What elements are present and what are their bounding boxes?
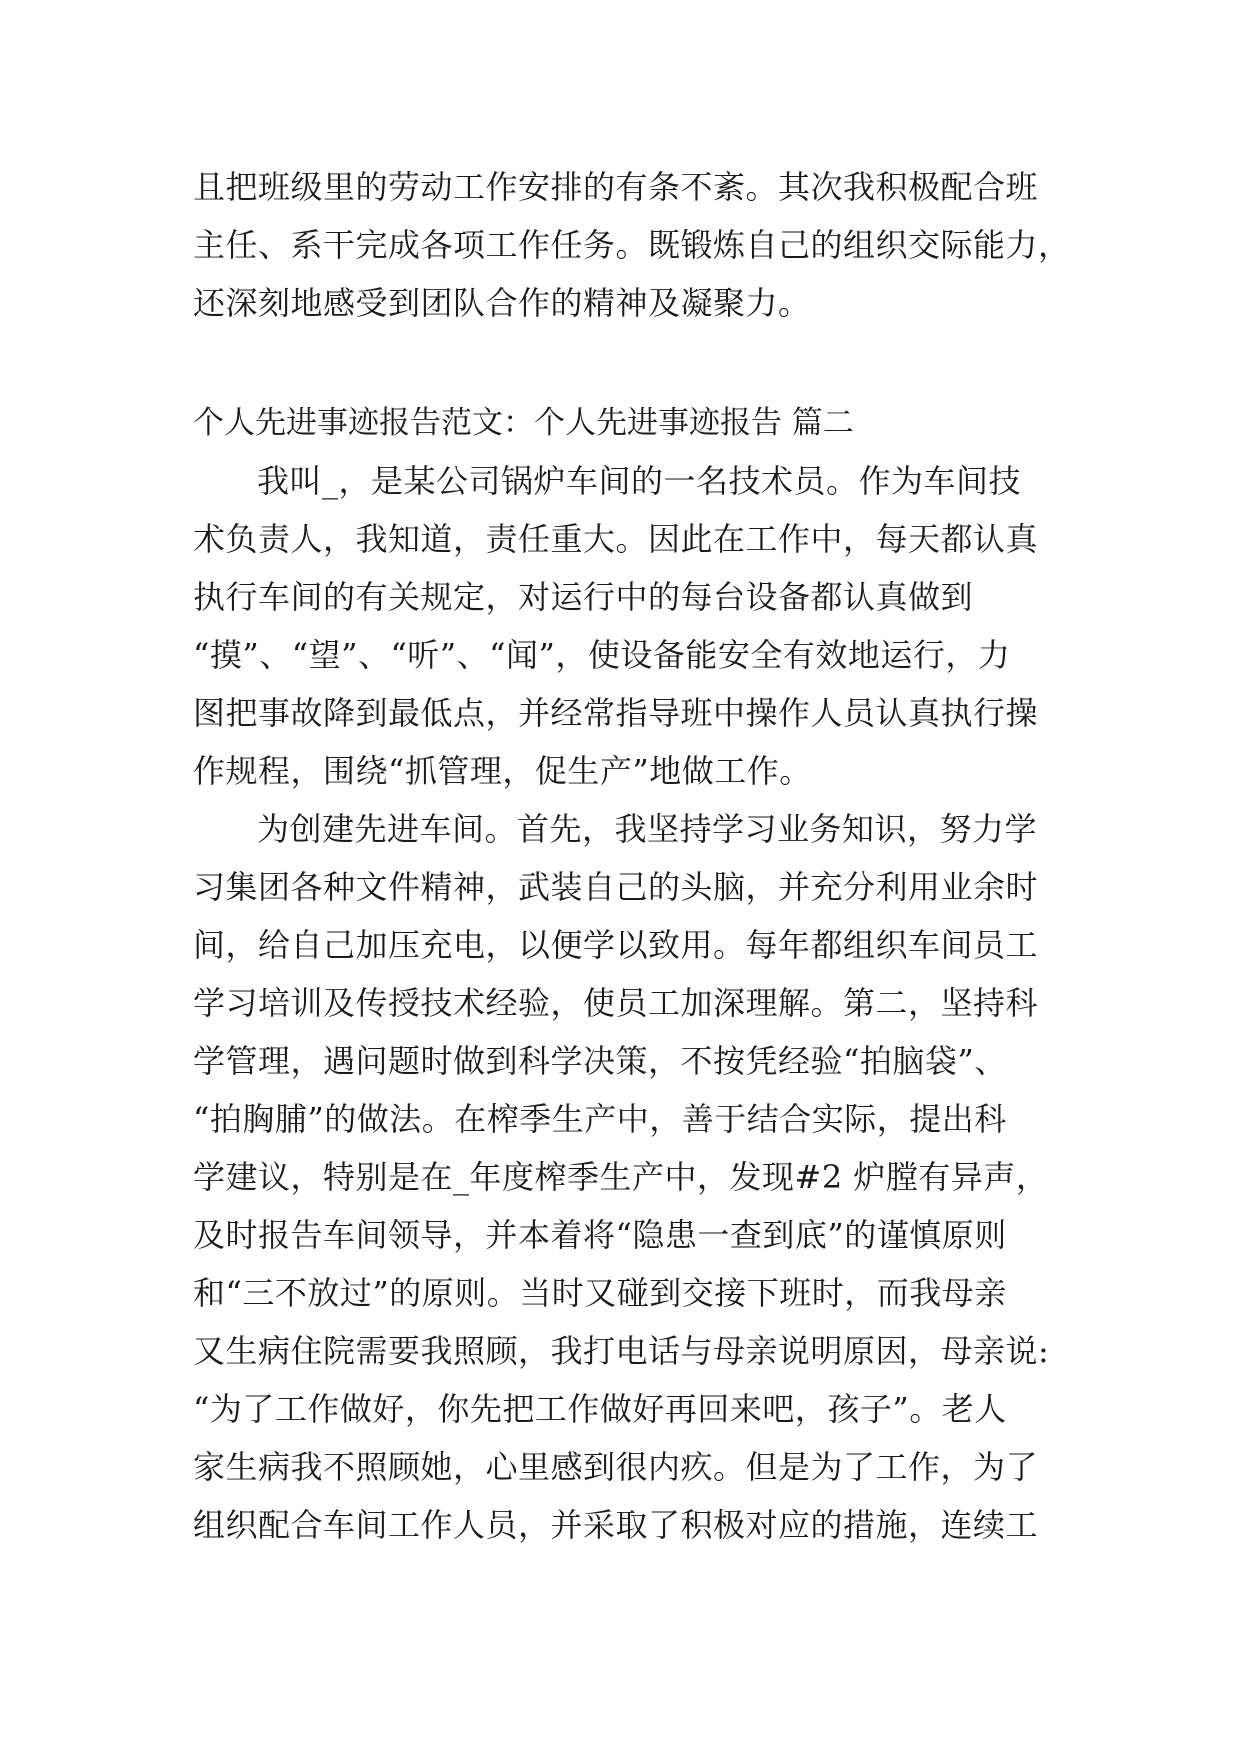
text-line: 习集团各种文件精神，武装自己的头脑，并充分利用业余时	[193, 868, 1039, 906]
text-line: 家生病我不照顾她，心里感到很内疚。但是为了工作，为了	[193, 1448, 1039, 1486]
text-line: 作规程，围绕“抓管理，促生产”地做工作。	[193, 752, 812, 790]
text-line: 图把事故降到最低点，并经常指导班中操作人员认真执行操	[193, 694, 1039, 732]
text-line: 学建议，特别是在_年度榨季生产中，发现#2 炉膛有异声，	[193, 1158, 1049, 1196]
text-line: 且把班级里的劳动工作安排的有条不紊。其次我积极配合班	[193, 168, 1039, 206]
text-line: 间，给自己加压充电，以便学以致用。每年都组织车间员工	[193, 926, 1039, 964]
text-line: 术负责人，我知道，责任重大。因此在工作中，每天都认真	[193, 520, 1039, 558]
text-line: 组织配合车间工作人员，并采取了积极对应的措施，连续工	[193, 1506, 1039, 1544]
text-line: 主任、系干完成各项工作任务。既锻炼自己的组织交际能力，	[193, 226, 1071, 264]
text-line: 和“三不放过”的原则。当时又碰到交接下班时，而我母亲	[193, 1274, 1007, 1312]
text-line: 学管理，遇问题时做到科学决策，不按凭经验“拍脑袋”、	[193, 1042, 1007, 1080]
paragraph-gap	[193, 332, 1053, 394]
text-line: 学习培训及传授技术经验，使员工加深理解。第二，坚持科	[193, 984, 1039, 1022]
text-line: 还深刻地感受到团队合作的精神及凝聚力。	[193, 284, 811, 322]
text-line: 为创建先进车间。首先，我坚持学习业务知识，努力学	[257, 810, 1038, 848]
document-page	[193, 158, 1071, 1554]
text-line: 执行车间的有关规定，对运行中的每台设备都认真做到	[193, 578, 974, 616]
text-line: 又生病住院需要我照顾，我打电话与母亲说明原因，母亲说:	[193, 1332, 1050, 1370]
text-line: “摸”、“望”、“听”、“闻”，使设备能安全有效地运行，力	[193, 636, 1011, 674]
intro-paragraph	[193, 158, 1071, 332]
paragraph-2	[193, 800, 1053, 1554]
text-line: “为了工作做好，你先把工作做好再回来吧，孩子”。老人	[193, 1390, 1007, 1428]
paragraph-1	[193, 452, 1053, 800]
text-line: “拍胸脯”的做法。在榨季生产中，善于结合实际，提出科	[193, 1100, 1007, 1138]
section-heading: 个人先进事迹报告范文：个人先进事迹报告 篇二	[193, 405, 854, 441]
text-line: 及时报告车间领导，并本着将“隐患一查到底”的谨慎原则	[193, 1216, 1007, 1254]
text-line: 我叫_，是某公司锅炉车间的一名技术员。作为车间技	[257, 462, 1022, 500]
